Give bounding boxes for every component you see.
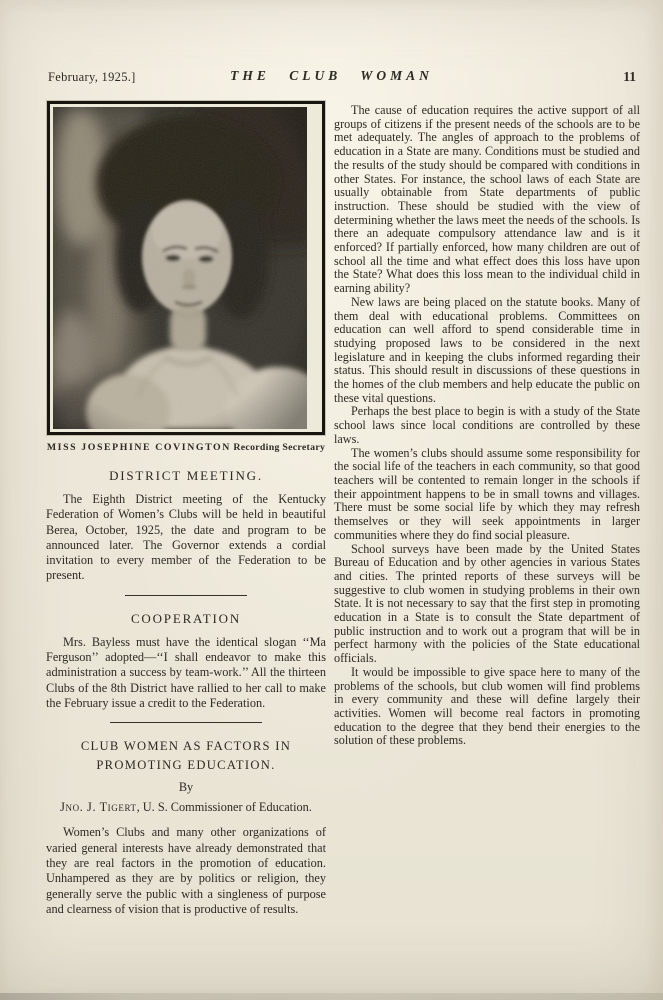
cooperation-paragraph: Mrs. Bayless must have the identical slogan ‘‘Ma Ferguson’’ adopted—‘‘I shall endeavor to make this administration a success by team-work.’’ All the thirteen Clubs of the 8th District have rallied to her call to make the February issue a credit to the Federation. <box>46 634 326 710</box>
author-title: , U. S. Commissioner of Education. <box>136 799 312 814</box>
article-heading: CLUB WOMEN AS FACTORS IN PROMOTING EDUCATION. <box>80 739 292 772</box>
author-name: Jno. J. Tigert <box>60 799 137 814</box>
body-paragraph: The cause of education requires the active support of all groups of citizens if the present needs of the schools are to be met adequately. The angles of approach to the problems of education in a State are many. Conditions must be studied and the results of the study should be compared with conditions in other States. For instance, the school laws of each State are usually obtainable from State departments of public instruction. These should be studied with the view of determining whether the laws meet the needs of the schools. Is there an adequate compulsory attendance law and is it enforced? If partially enforced, how many children are out of school all the time and what effect does this loss have upon the State? What does this loss mean to the individual child in earning ability? <box>334 103 640 296</box>
section-divider <box>125 595 247 596</box>
right-column <box>334 104 640 748</box>
photo-caption <box>46 442 326 453</box>
byline-by: By <box>178 779 194 794</box>
byline-author <box>50 799 322 816</box>
body-paragraph: New laws are being placed on the statute books. Many of them deal with educational problems. Committees on education can well afford to spend considerable time in studying proposed laws to be considered in the next legislature and in keeping the clubs informed regarding their status. This should result in discussions of these questions in the homes of the club members and help educate the public on these vital questions. <box>334 294 640 405</box>
scan-bottom-edge <box>0 993 663 1000</box>
left-column <box>46 101 326 917</box>
photo-frame <box>47 101 325 435</box>
caption-role: Recording Secretary <box>233 442 326 453</box>
body-paragraph: It would be impossible to give space here to many of the problems of the schools, but club women will find problems in every community and these will define largely their activities. Women will become real factors in promoting education to the degree that they bend their energies to the solution of these problems. <box>334 664 640 748</box>
district-meeting-heading: DISTRICT MEETING. <box>109 468 263 483</box>
page-number: 11 <box>623 69 636 84</box>
body-paragraph: Perhaps the best place to begin is with a study of the State school laws since local conditions are controlled by these laws. <box>334 404 640 446</box>
journal-title: THE CLUB WOMAN <box>230 68 433 83</box>
caption-name: MISS JOSEPHINE COVINGTON <box>46 442 231 453</box>
body-paragraph: School surveys have been made by the United States Bureau of Education and by other agencies in various States and cities. The printed reports of these surveys will be suggestive to club women in studying problems in their own State. It is not necessary to say that the first step in promoting education in a State is to consult the State department of public instruction and to work out a program that will be in perfect harmony with the policies of the State educational officials. <box>334 541 640 666</box>
body-paragraph: The women’s clubs should assume some responsibility for the social life of the teachers in each community, so that good teachers will be contented to remain longer in the schools if their appointment happens to be in small towns and villages. There must be some social life by which they may refresh themselves or they will seek appointments in larger communities where they do find social pleasure. <box>334 445 640 542</box>
district-meeting-paragraph: The Eighth District meeting of the Kentucky Federation of Women’s Clubs will be held in beautiful Berea, October, 1925, the date and program to be announced later. The Governor extends a cordial invitation to every member of the Federation to be present. <box>46 492 326 583</box>
portrait-photo <box>53 107 307 429</box>
cooperation-heading: COOPERATION <box>130 610 242 626</box>
article-paragraph: Women’s Clubs and many other organizations of varied general interests have already demonstrated that they are real factors in the promotion of education. Unhampered as they are by politics or religion, they generally serve the public with a singleness of purpose and clearness of vision that is productive of results. <box>46 825 326 916</box>
section-divider <box>110 722 262 723</box>
header-date: February, 1925.] <box>48 70 136 84</box>
